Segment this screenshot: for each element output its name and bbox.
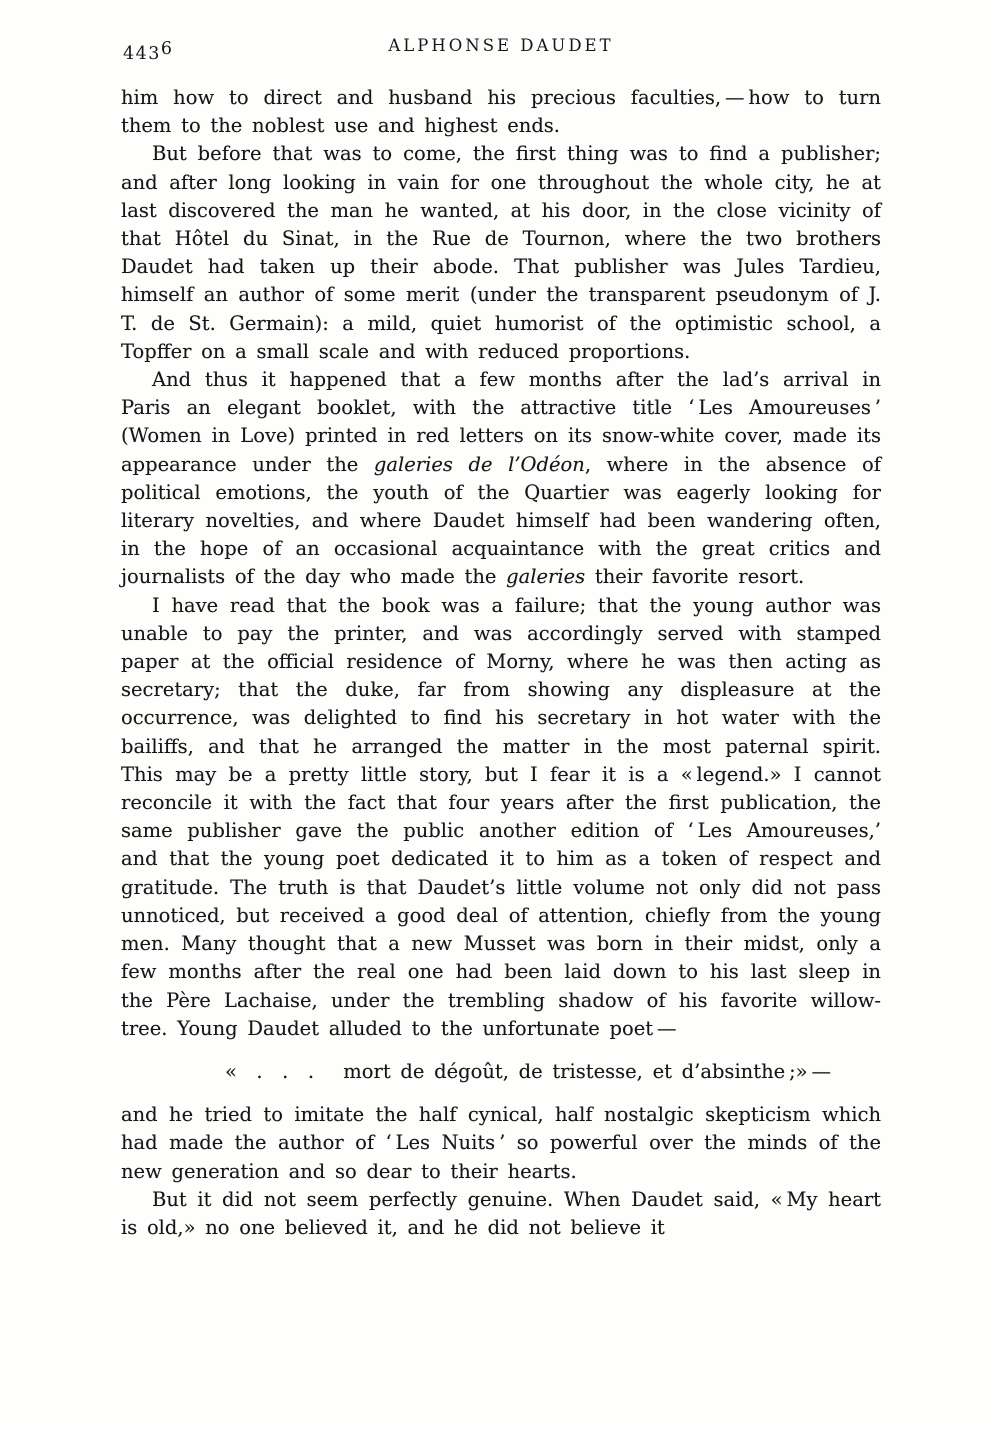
verse-quote-line	[225, 1058, 881, 1086]
paragraph	[121, 1101, 881, 1186]
italic-phrase: galeries	[506, 565, 586, 589]
page-header	[121, 34, 881, 68]
text-segment: But it did not seem perfectly genuine. When Daudet said, « My heart is old,» no one believed it, and he did not believe it	[121, 1187, 881, 1239]
text-segment: , where in the absence of political emotions, the youth of the Quartier was eagerly looking for literary novelties, and where Daudet himself had been wandering often, in the hope of an occasional acquaintance with the great critics and journalists of the day who made the	[121, 452, 881, 589]
text-segment: But before that was to come, the first thing was to find a publisher; and after long looking in vain for one throughout the whole city, he at last discovered the man he wanted, at his door, in the close vicinity of that Hôtel du Sinat, in the Rue de Tournon, where the two brothers Daudet had taken up their abode. That publisher was Jules Tardieu, himself an author of some merit (under the transparent pseudonym of J. T. de St. Germain): a mild, quiet humorist of the optimistic school, a Topffer on a small scale and with reduced proportions.	[121, 142, 881, 363]
paragraph	[121, 84, 881, 140]
italic-phrase: galeries de l’Odéon	[373, 452, 585, 476]
text-block	[121, 84, 881, 1242]
page-number-main: 443	[123, 44, 161, 64]
text-segment: And thus it happened that a few months after the lad’s arrival in Paris an elegant booklet, with the attractive title ‘ Les Amoureuses ’ (Women in Love) printed in red letters on its snow-white cover, made its appearance under the	[121, 368, 881, 476]
paragraph	[121, 140, 881, 366]
text-segment: him how to direct and husband his precious faculties, — how to turn them to the noblest use and highest ends.	[121, 86, 881, 138]
text-segment: and he tried to imitate the half cynical, half nostalgic skepticism which had made the author of ‘ Les Nuits ’ so powerful over the minds of the new generation and so dear to their hearts.	[121, 1103, 881, 1183]
paragraph	[121, 592, 881, 1043]
paragraph	[121, 1186, 881, 1242]
page-number-raised-digit: 6	[160, 39, 174, 59]
paragraph	[121, 366, 881, 592]
text-segment: their favorite resort.	[585, 565, 805, 589]
text-segment: « . . . mort de dégoût, de tristesse, et d’absinthe ;» —	[225, 1059, 831, 1083]
text-segment: I have read that the book was a failure; that the young author was unable to pay the printer, and was accordingly served with stamped paper at the official residence of Morny, where he was then acting as secretary; that the duke, far from showing any displeasure at the occurrence, was delighted to find his secretary in hot water with the bailiffs, and that he arranged the matter in the most paternal spirit. This may be a pretty little story, but I fear it is a « legend.» I cannot reconcile it with the fact that four years after the first publication, the same publisher gave the public another edition of ‘ Les Amoureuses,’ and that the young poet dedicated it to him as a token of respect and gratitude. The truth is that Daudet’s little volume not only did not pass unnoticed, but received a good deal of attention, chiefly from the young men. Many thought that a new Musset was born in their midst, only a few months after the real one had been laid down to his last sleep in the Père Lachaise, under the trembling shadow of his favorite willow-tree. Young Daudet alluded to the unfortunate poet —	[121, 593, 881, 1040]
running-title: ALPHONSE DAUDET	[388, 36, 614, 55]
page-number	[123, 39, 174, 64]
